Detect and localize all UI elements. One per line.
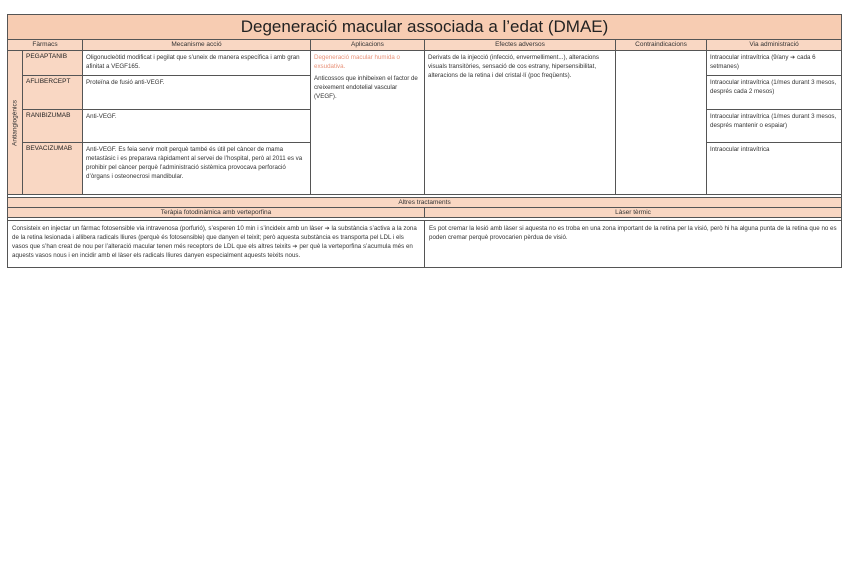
adverse-effects-cell: Derivats de la injecció (infecció, envermelliment...), alteracions visuals transitòries, sensació de cos estrany, hipersensibilitat, alteracions de la retina i del cristal·lí (poc freqüents).	[425, 51, 616, 195]
pdt-text: Consisteix en injectar un fàrmac fotosensible via intravenosa (porfurió), s’esperen 10 min i s’incideix amb un làser ➔ la substància s’activa a la zona de la retina lesionada i allibera radicals lliures (perquè és fotosensible) que danyen el teixit; però aquesta substància es transporta pel LDL i els vasos que s’han creat de nou per l’alteració macular tenen més receptors de LDL que els altres teixits ➔ per què la verteporfina s’acumula més en aquests vasos nous i en incidir amb el làser els radicals lliures danyen especialment aquests teixits nous.	[8, 221, 425, 268]
drug-mechanism: Proteïna de fusió anti-VEGF.	[83, 76, 311, 110]
drug-route: Intraocular intravítrica (1/mes durant 3 mesos, després cada 2 mesos)	[707, 76, 842, 110]
applications-text: Anticossos que inhibeixen el factor de creixement endotelial vascular (VEGF).	[314, 75, 418, 100]
pdt-title: Teràpia fotodinàmica amb verteporfina	[8, 208, 425, 218]
applications-highlight: Degeneració macular humida o exsudativa.	[314, 54, 400, 70]
other-treatments-header-row	[8, 208, 842, 218]
other-treatments-text-row	[8, 221, 842, 268]
drug-route: Intraocular intravítrica (1/mes durant 3 mesos, després mantenir o espaiar)	[707, 110, 842, 143]
drug-name: PEGAPTANIB	[23, 51, 83, 76]
drug-route: Intraocular intravítrica (9/any ➔ cada 6 setmanes)	[707, 51, 842, 76]
header-mecanisme: Mecanisme acció	[83, 40, 311, 51]
header-row	[8, 40, 842, 51]
drug-name: AFLIBERCEPT	[23, 76, 83, 110]
drug-route: Intraocular intravítrica	[707, 143, 842, 195]
dmae-table	[7, 14, 842, 268]
drug-row-pegaptanib	[8, 51, 842, 76]
laser-text: Es pot cremar la lesió amb làser si aquesta no es troba en una zona important de la retina per la visió, però hi ha alguna punta de la retina que no es poden cremar perquè provocarien pèrdua de visió.	[425, 221, 842, 268]
other-treatments-label: Altres tractaments	[8, 198, 842, 208]
drug-mechanism: Anti-VEGF. Es feia servir molt perquè també és útil pel càncer de mama metastàsic i es preparava ràpidament al servei de l’hospital, però al 2011 es va prohibir pel càncer perquè l’administració sistèmica provocava perforació d’òrgans i osteonecrosi mandibular.	[83, 143, 311, 195]
laser-title: Làser tèrmic	[425, 208, 842, 218]
header-contraindicacions: Contraindicacions	[616, 40, 707, 51]
contraindications-cell	[616, 51, 707, 195]
drug-mechanism: Oligonucleòtid modificat i pegilat que s’uneix de manera específica i amb gran afinitat a VEGF165.	[83, 51, 311, 76]
drug-name: RANIBIZUMAB	[23, 110, 83, 143]
page-title: Degeneració macular associada a l’edat (DMAE)	[8, 15, 842, 40]
group-cell	[8, 51, 23, 195]
other-treatments-band	[8, 198, 842, 208]
header-farmacs: Fàrmacs	[8, 40, 83, 51]
drug-name: BEVACIZUMAB	[23, 143, 83, 195]
applications-cell	[311, 51, 425, 195]
drug-mechanism: Anti-VEGF.	[83, 110, 311, 143]
header-efectes: Efectes adversos	[425, 40, 616, 51]
header-aplicacions: Aplicacions	[311, 40, 425, 51]
group-label: Antiangiogènics	[11, 99, 19, 146]
header-via: Via administració	[707, 40, 842, 51]
